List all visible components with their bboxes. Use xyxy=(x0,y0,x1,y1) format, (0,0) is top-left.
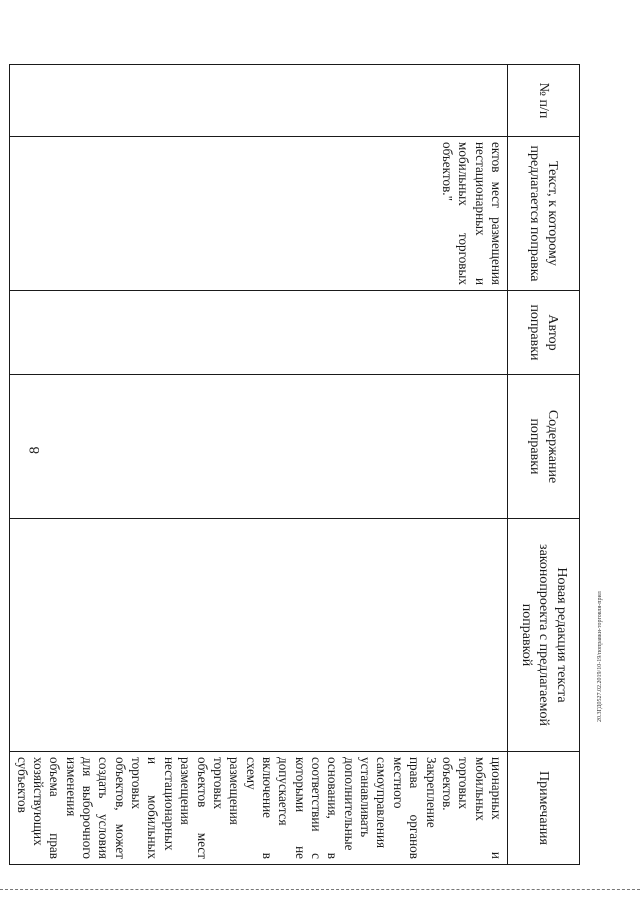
footer-file-reference: 20.3ГД0527.02.2019/10-19/поправки-торговля-прил xyxy=(597,591,603,722)
row-new-text-cell xyxy=(10,519,508,752)
header-new-text: Новая редакция текста законопроекта с предлагаемой поправкой xyxy=(508,519,580,752)
amendments-table xyxy=(14,64,580,864)
page-number: 8 xyxy=(27,446,43,454)
table-row xyxy=(10,65,508,865)
row-notes-cell: ционарных и мобильных торговых объектов. Закрепление права органов местного самоуправления устанавливать дополнительные основания, в соответствии с которыми не допускается включение в схему размещения торговых объектов мест размещения нестационарных и мобильных торговых объектов, может создать условия для выборочного изменения объема прав хозяйствующих субъектов xyxy=(10,752,508,865)
header-num: № п/п xyxy=(508,65,580,137)
header-content: Содержание поправки xyxy=(508,375,580,519)
row-content-cell xyxy=(10,375,508,519)
header-original-text: Текст, к которому предлагается поправка xyxy=(508,137,580,291)
row-original-text-cell: ектов мест размещения нестационарных и мобильных торговых объектов." xyxy=(10,137,508,291)
header-author: Автор поправки xyxy=(508,291,580,375)
header-notes: Примечания xyxy=(508,752,580,865)
row-num-cell xyxy=(10,65,508,137)
row-author-cell xyxy=(10,291,508,375)
scan-edge-line xyxy=(0,889,640,890)
table-header-row xyxy=(508,65,580,865)
